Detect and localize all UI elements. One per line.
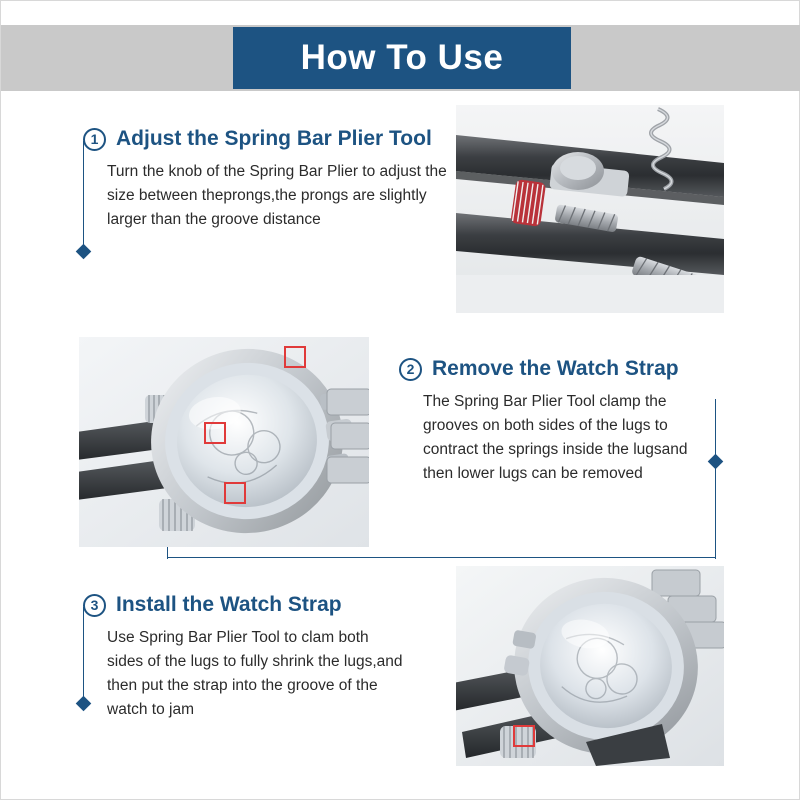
step-3-head [83,593,413,617]
step-2-body: The Spring Bar Plier Tool clamp the grooves on both sides of the lugs to contract the springs inside the lugsand then lower lugs can be removed [423,393,688,483]
step-3-image [456,566,724,766]
step-2-connector-horizontal [167,557,715,558]
step-2 [399,357,699,486]
step-1-body: Turn the knob of the Spring Bar Plier to adjust the size between theprongs,the prongs are slightly larger than the groove distance [107,163,447,229]
page-title: How To Use [300,38,504,77]
step-3-number: 3 [83,594,106,617]
step-3 [83,593,413,722]
step-2-title: Remove the Watch Strap [432,357,679,380]
step-3-body: Use Spring Bar Plier Tool to clam both sides of the lugs to fully shrink the lugs,and then put the strap into the groove of the watch to jam [107,629,403,719]
step-1-number: 1 [83,128,106,151]
header-title-box [233,27,571,89]
step-2-connector-up [715,399,716,559]
step-3-connector-line [83,607,84,703]
step-2-number: 2 [399,358,422,381]
step-1-title: Adjust the Spring Bar Plier Tool [116,127,432,150]
step-1-head [83,127,443,151]
step-2-image [79,337,369,547]
step-2-connector-diamond [708,454,724,470]
step-2-head [399,357,699,381]
step-1 [83,127,447,232]
step-3-title: Install the Watch Strap [116,593,342,616]
step-1-connector-line [83,141,84,251]
step-1-connector-diamond [76,244,92,260]
step-1-image [456,105,724,313]
